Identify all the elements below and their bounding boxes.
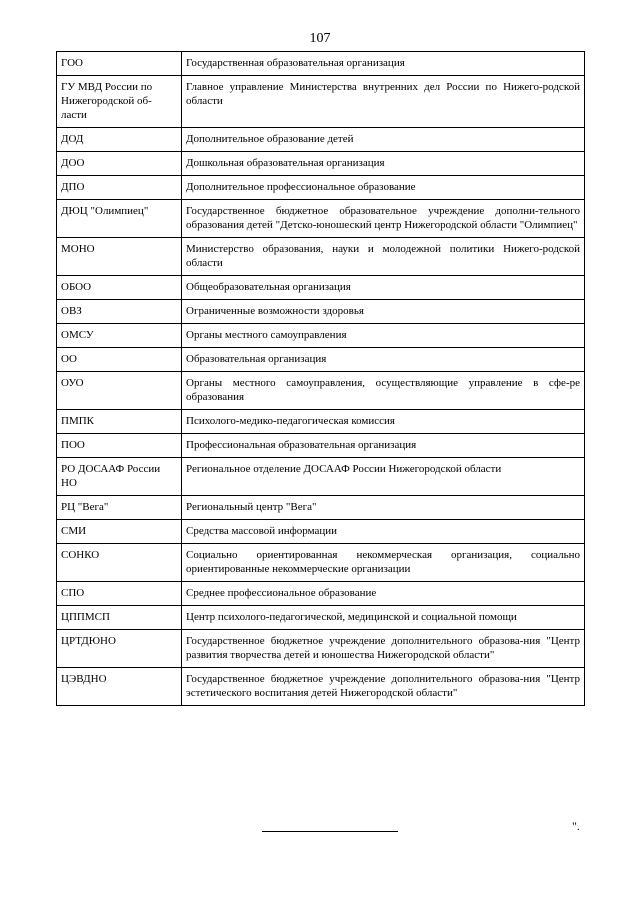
page-number: 107: [309, 31, 331, 46]
definition-cell: Органы местного самоуправления, осуществляющие управление в сфе-ре образования: [182, 372, 585, 410]
abbreviation-cell: ПОО: [57, 434, 182, 458]
table-row: [57, 52, 585, 76]
abbreviation-cell: ОУО: [57, 372, 182, 410]
table-row: [57, 128, 585, 152]
table-row: [57, 434, 585, 458]
table-row: [57, 668, 585, 706]
abbreviation-cell: ОБОО: [57, 276, 182, 300]
definition-cell: Дошкольная образовательная организация: [182, 152, 585, 176]
table-row: [57, 324, 585, 348]
table-row: [57, 348, 585, 372]
table-row: [57, 176, 585, 200]
abbreviation-cell: ЦППМСП: [57, 606, 182, 630]
abbreviation-cell: ОО: [57, 348, 182, 372]
definition-cell: Министерство образования, науки и молодежной политики Нижего-родской области: [182, 238, 585, 276]
definition-cell: Социально ориентированная некоммерческая организация, социально ориентированные некоммерческие организации: [182, 544, 585, 582]
abbreviation-cell: ГУ МВД России по Нижегородской об-ласти: [57, 76, 182, 128]
abbreviation-cell: ГОО: [57, 52, 182, 76]
definition-cell: Профессиональная образовательная организация: [182, 434, 585, 458]
definition-cell: Органы местного самоуправления: [182, 324, 585, 348]
definition-cell: Центр психолого-педагогической, медицинской и социальной помощи: [182, 606, 585, 630]
definition-cell: Общеобразовательная организация: [182, 276, 585, 300]
definition-cell: Государственное бюджетное учреждение дополнительного образова-ния "Центр эстетического воспитания детей Нижегородской области": [182, 668, 585, 706]
abbreviation-cell: МОНО: [57, 238, 182, 276]
definition-cell: Главное управление Министерства внутренних дел России по Нижего-родской области: [182, 76, 585, 128]
abbreviation-cell: РО ДОСААФ России НО: [57, 458, 182, 496]
abbreviation-cell: ДОО: [57, 152, 182, 176]
table-row: [57, 200, 585, 238]
abbreviation-cell: РЦ "Вега": [57, 496, 182, 520]
definition-cell: Психолого-медико-педагогическая комиссия: [182, 410, 585, 434]
definition-cell: Региональный центр "Вега": [182, 496, 585, 520]
closing-quote: ".: [572, 819, 580, 833]
table-row: [57, 372, 585, 410]
table-row: [57, 238, 585, 276]
abbreviation-cell: ЦРТДЮНО: [57, 630, 182, 668]
definition-cell: Региональное отделение ДОСААФ России Нижегородской области: [182, 458, 585, 496]
abbreviations-table: [56, 51, 585, 706]
abbreviations-table-body: [57, 52, 585, 706]
abbreviation-cell: ОВЗ: [57, 300, 182, 324]
definition-cell: Государственное бюджетное образовательное учреждение дополни-тельного образования детей "Детско-юношеский центр Нижегородской области "Олимпиец": [182, 200, 585, 238]
abbreviation-cell: ДПО: [57, 176, 182, 200]
definition-cell: Дополнительное образование детей: [182, 128, 585, 152]
abbreviation-cell: ДОД: [57, 128, 182, 152]
table-row: [57, 76, 585, 128]
abbreviation-cell: ПМПК: [57, 410, 182, 434]
abbreviation-cell: ЦЭВДНО: [57, 668, 182, 706]
table-row: [57, 544, 585, 582]
abbreviation-cell: ДЮЦ "Олимпиец": [57, 200, 182, 238]
definition-cell: Среднее профессиональное образование: [182, 582, 585, 606]
table-row: [57, 582, 585, 606]
table-row: [57, 300, 585, 324]
definition-cell: Ограниченные возможности здоровья: [182, 300, 585, 324]
abbreviation-cell: СОНКО: [57, 544, 182, 582]
table-row: [57, 410, 585, 434]
abbreviation-cell: СМИ: [57, 520, 182, 544]
table-row: [57, 606, 585, 630]
table-row: [57, 276, 585, 300]
definition-cell: Государственная образовательная организация: [182, 52, 585, 76]
abbreviation-cell: ОМСУ: [57, 324, 182, 348]
table-row: [57, 630, 585, 668]
table-row: [57, 458, 585, 496]
abbreviation-cell: СПО: [57, 582, 182, 606]
definition-cell: Дополнительное профессиональное образование: [182, 176, 585, 200]
definition-cell: Образовательная организация: [182, 348, 585, 372]
table-row: [57, 496, 585, 520]
table-row: [57, 152, 585, 176]
definition-cell: Государственное бюджетное учреждение дополнительного образова-ния "Центр развития творчества детей и юношества Нижегородской области": [182, 630, 585, 668]
definition-cell: Средства массовой информации: [182, 520, 585, 544]
footnote-rule: [262, 831, 398, 832]
table-row: [57, 520, 585, 544]
